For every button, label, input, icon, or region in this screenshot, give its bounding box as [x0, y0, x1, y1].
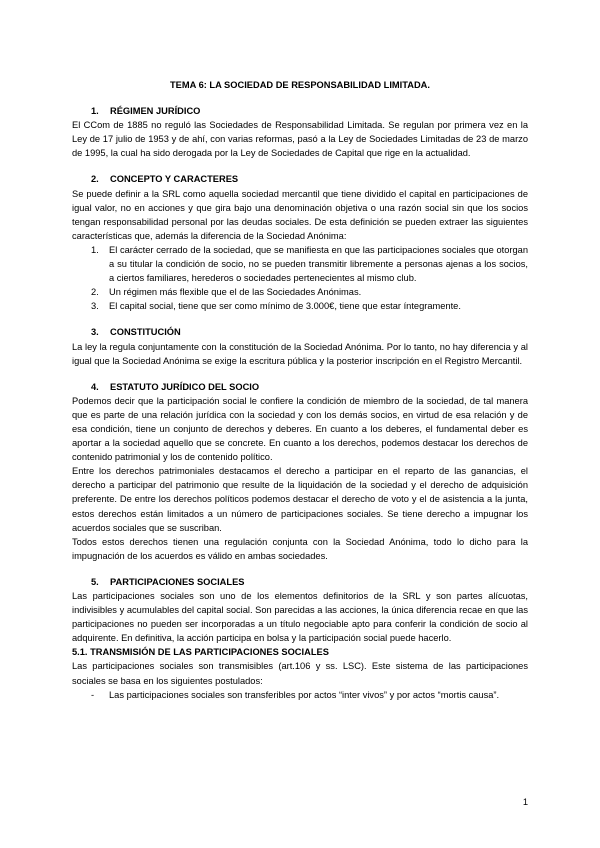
paragraph: Todos estos derechos tienen una regulación conjunta con la Sociedad Anónima, todo lo dicho para la impugnación de los acuerdos es válido en ambas sociedades. [72, 536, 528, 561]
section-concepto-caracteres [72, 172, 528, 313]
characteristics-list [72, 243, 528, 313]
paragraph: El CCom de 1885 no reguló las Sociedades de Responsabilidad Limitada. Se regulan por primera vez en la Ley de 17 julio de 1953 y de ahí, con varias reformas, pasó a la Ley de Sociedades Limitadas de 23 de marzo de 1995, la cual ha sido derogada por la Ley de Sociedades de Capital que rige en la actualidad. [72, 120, 528, 159]
document-page [72, 78, 528, 702]
paragraph: Las participaciones sociales son uno de los elementos definitorios de la SRL y son partes alícuotas, indivisibles y acumulables del capital social. Son parecidas a las acciones, la única diferencia recae en que las participaciones no pueden ser incorporadas a un título negociable apto para conferir la condición de socio al adquirente. En definitiva, la acción participa en bolsa y la participación social puede hacerlo. [72, 591, 528, 644]
paragraph: La ley la regula conjuntamente con la constitución de la Sociedad Anónima. Por lo tanto, no hay diferencia y al igual que la Sociedad Anónima se exige la escritura pública y la posterior inscripción en el Registro Mercantil. [72, 341, 528, 366]
section-participaciones-sociales [72, 575, 528, 645]
section-heading: 4. ESTATUTO JURÍDICO DEL SOCIO [91, 381, 260, 392]
section-heading: 1. RÉGIMEN JURÍDICO [91, 106, 201, 117]
paragraph: Las participaciones sociales son transmisibles (art.106 y ss. LSC). Este sistema de las participaciones sociales se basa en los siguientes postulados: [72, 661, 528, 686]
list-item: 1. El carácter cerrado de la sociedad, que se manifiesta en que las participaciones sociales que otorgan a su titular la condición de socio, no se pueden transmitir libremente a personas ajenas a los socios, a ciertos familiares, herederos o sociedades pertenecientes al mismo club. [91, 244, 528, 284]
paragraph: Podemos decir que la participación social le confiere la condición de miembro de la sociedad, de tal manera que es parte de una relación jurídica con la sociedad y con los demás socios, en virtud de esa relación y de esa condición, tiene un conjunto de derechos y deberes. En cuanto a los deberes, el fundamental deber es aportar a la sociedad aquello que se concrete. En cuanto a los derechos, podemos destacar los derechos de contenido patrimonial y los de contenido político. [72, 395, 528, 463]
list-item: - Las participaciones sociales son transferibles por actos “inter vivos” y por actos “mortis causa”. [91, 689, 500, 700]
section-heading: 5. PARTICIPACIONES SOCIALES [91, 576, 245, 587]
document-title: TEMA 6: LA SOCIEDAD DE RESPONSABILIDAD LIMITADA. [170, 80, 430, 90]
paragraph: Entre los derechos patrimoniales destacamos el derecho a participar en el reparto de las ganancias, el derecho a participar del patrimonio que resulte de la liquidación de la sociedad y el derecho de adquisición preferente. De entre los derechos políticos podemos destacar el derecho de voto y el de asistencia a la junta, estos derechos están limitados a un número de participaciones sociales. Se tiene derecho a impugnar los acuerdos sociales que se suscriban. [72, 466, 528, 533]
section-estatuto-socio [72, 380, 528, 563]
list-item: 3. El capital social, tiene que ser como mínimo de 3.000€, tiene que estar íntegramente. [91, 301, 461, 312]
section-regimen-juridico [72, 104, 528, 160]
page-number: 1 [522, 797, 528, 807]
section-heading: 2. CONCEPTO Y CARACTERES [91, 174, 239, 185]
postulates-list [72, 688, 528, 702]
section-constitucion [72, 325, 528, 367]
subsection-transmision [72, 645, 528, 701]
subsection-heading: 5.1. TRANSMISIÓN DE LAS PARTICIPACIONES SOCIALES [72, 647, 329, 658]
section-heading: 3. CONSTITUCIÓN [91, 327, 181, 338]
paragraph: Se puede definir a la SRL como aquella sociedad mercantil que tiene dividido el capital en participaciones de igual valor, no en acciones y que gira bajo una denominación objetiva o una razón social sin que los socios tengan responsabilidad personal por las deudas sociales. De esta definición se pueden extraer las siguientes características que, además la diferencia de la Sociedad Anónima: [72, 188, 528, 241]
list-item: 2. Un régimen más flexible que el de las Sociedades Anónimas. [91, 287, 362, 298]
